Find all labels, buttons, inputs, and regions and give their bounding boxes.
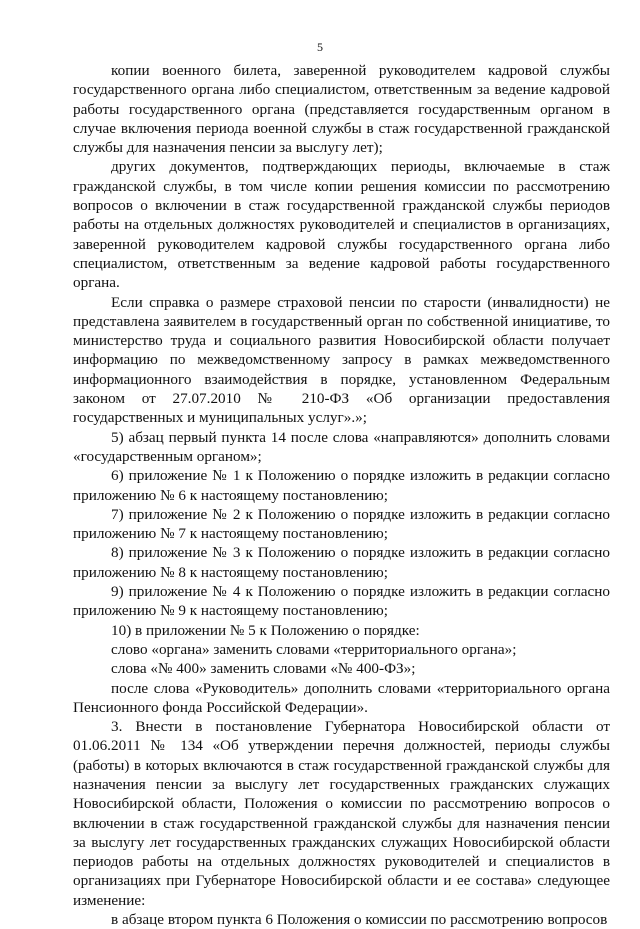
paragraph-replace-organ: слово «органа» заменить словами «территориального органа»; — [111, 640, 517, 658]
paragraph-pension-certificate: Если справка о размере страховой пенсии по старости (инвалидности) не представлена заявителем в государственный орган по собственной инициативе, то министерство труда и социального развития Новосибирской области получает информацию по межведомственному запросу в рамках межведомственного информационного взаимодействия в порядке, установленном Федеральным законом от 27.07.2010 № 210-ФЗ «Об организации предоставления государственных и муниципальных услуг».»; — [73, 293, 610, 427]
page-number: 5 — [317, 40, 323, 54]
paragraph-replace-400: слова «№ 400» заменить словами «№ 400-ФЗ»; — [111, 660, 416, 678]
paragraph-military-id-copy: копии военного билета, заверенной руководителем кадровой службы государственного органа либо специалистом, ответственным за ведение кадровой работы государственного органа (представляется государственным органом в случае включения периода военной службы в стаж государственной гражданской службы для назначения пенсии за выслугу лет); — [73, 62, 610, 157]
paragraph-item-8: 8) приложение № 3 к Положению о порядке изложить в редакции согласно приложению № 8 к настоящему постановлению; — [73, 544, 610, 581]
paragraph-section-3: 3. Внести в постановление Губернатора Новосибирской области от 01.06.2011 № 134 «Об утверждении перечня должностей, периоды службы (работы) в которых включаются в стаж государственной гражданской службы для назначения пенсии за выслугу лет государственных гражданских служащих Новосибирской области, Положения о комиссии по рассмотрению вопросов о включении в стаж государственной гражданской службы для назначения пенсии за выслугу лет государственных гражданских служащих Новосибирской области периодов работы на отдельных должностях руководителей и специалистов в организациях при Губернаторе Новосибирской области и ее состава» следующее изменение: — [73, 718, 610, 909]
paragraph-after-rukovoditel: после слова «Руководитель» дополнить словами «территориального органа Пенсионного фонда Российской Федерации». — [73, 679, 610, 716]
document-body — [73, 61, 610, 929]
paragraph-item-9: 9) приложение № 4 к Положению о порядке изложить в редакции согласно приложению № 9 к настоящему постановлению; — [73, 583, 610, 620]
paragraph-item-6: 6) приложение № 1 к Положению о порядке изложить в редакции согласно приложению № 6 к настоящему постановлению; — [73, 467, 610, 504]
paragraph-item-10: 10) в приложении № 5 к Положению о порядке: — [111, 621, 420, 639]
paragraph-other-documents: других документов, подтверждающих периоды, включаемые в стаж гражданской службы, в том числе копии решения комиссии по рассмотрению вопросов о включении в стаж государственной гражданской службы периодов работы на отдельных должностях руководителей и специалистов в организациях, заверенной руководителем кадровой службы государственного органа либо специалистом, ответственным за ведение кадровой работы государственного органа. — [73, 158, 610, 292]
paragraph-section-3-amendment: в абзаце втором пункта 6 Положения о комиссии по рассмотрению вопросов — [111, 911, 608, 929]
paragraph-item-5: 5) абзац первый пункта 14 после слова «направляются» дополнить словами «государственным органом»; — [73, 428, 610, 465]
paragraph-item-7: 7) приложение № 2 к Положению о порядке изложить в редакции согласно приложению № 7 к настоящему постановлению; — [73, 505, 610, 543]
